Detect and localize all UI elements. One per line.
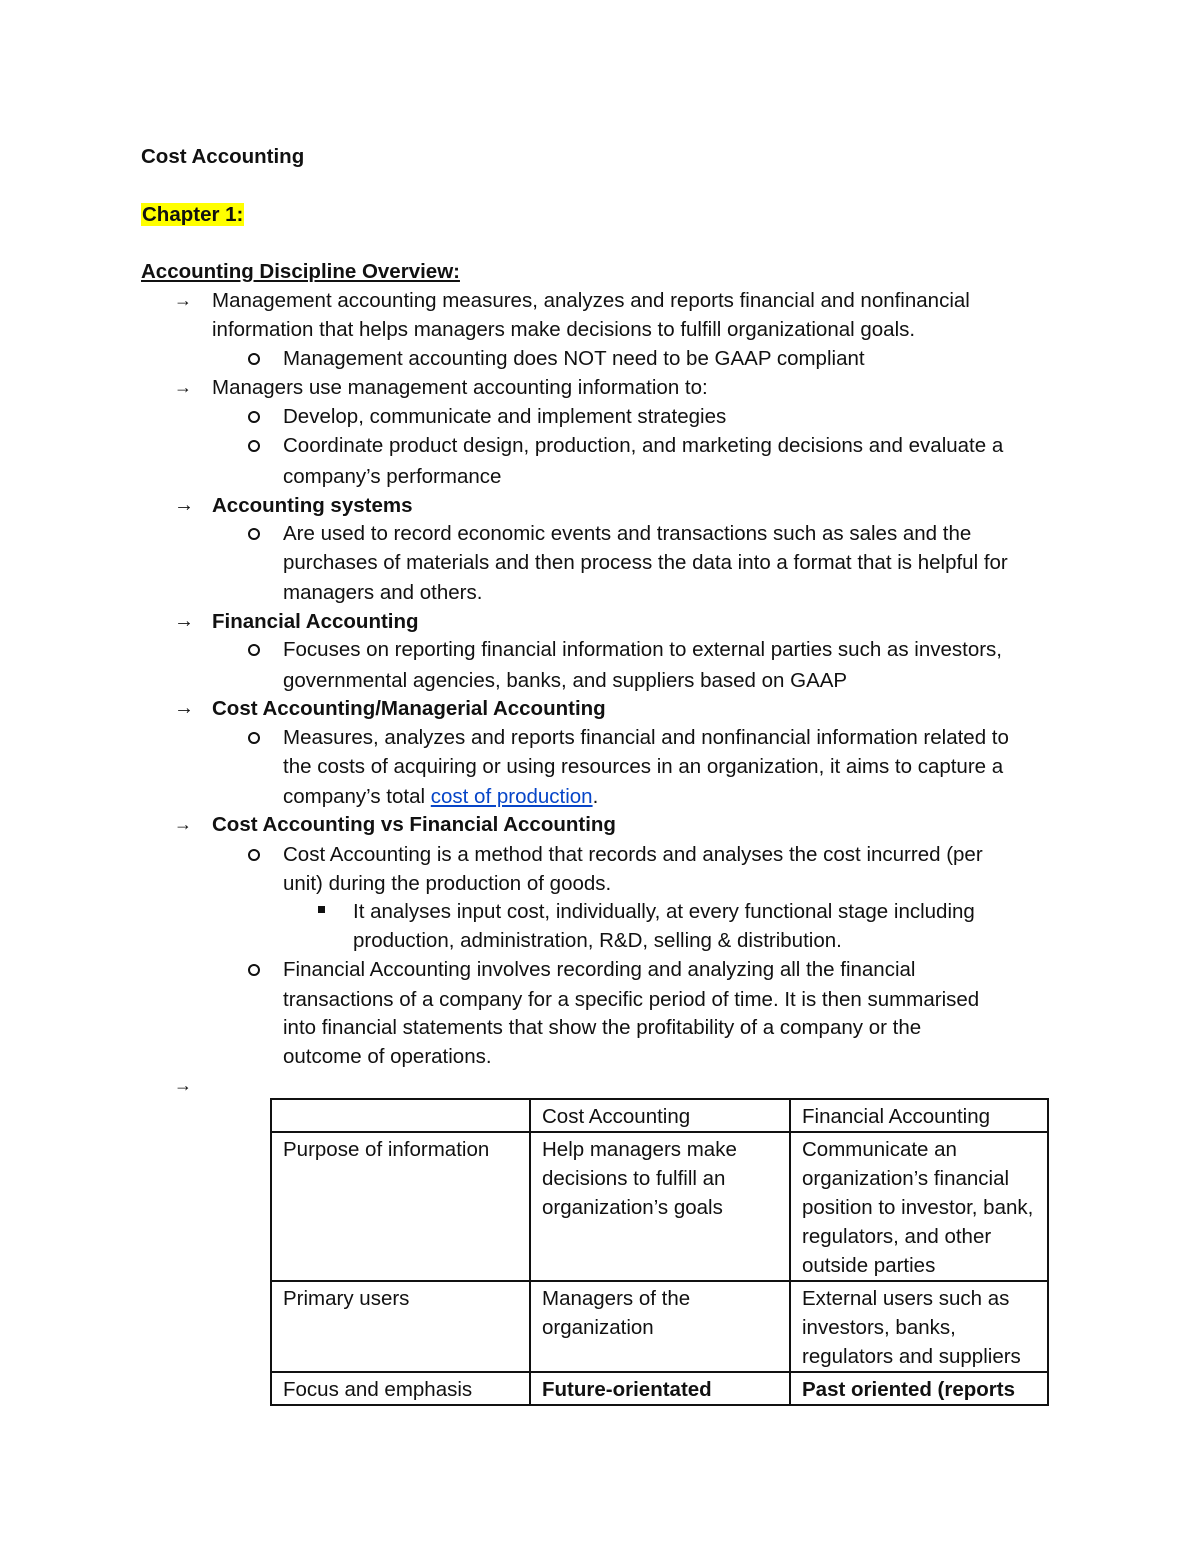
circle-bullet-icon <box>248 411 260 423</box>
line-systems-2: purchases of materials and then process the data into a format that is helpful for <box>283 551 1008 574</box>
line-cost-3-prefix: company’s total <box>283 785 431 808</box>
line-cost-1: Measures, analyzes and reports financial and nonfinancial information related to <box>283 726 1009 749</box>
section-heading: Accounting Discipline Overview: <box>141 260 460 283</box>
table-row <box>271 1132 1048 1281</box>
table-row-label: Purpose of information <box>271 1132 530 1281</box>
heading-financial-accounting: Financial Accounting <box>212 610 419 633</box>
line-cvf-4: production, administration, R&D, selling & distribution. <box>353 929 842 952</box>
line-coordinate-2: company’s performance <box>283 465 502 488</box>
line-cost-2: the costs of acquiring or using resources in an organization, it aims to capture a <box>283 755 1004 778</box>
cost-of-production-link[interactable]: cost of production <box>430 785 593 808</box>
arrow-bullet-icon: → <box>174 494 194 516</box>
table-cell: External users such as investors, banks, regulators and suppliers <box>790 1281 1048 1372</box>
table-cell: Help managers make decisions to fulfill an organization’s goals <box>530 1132 790 1281</box>
table-cell: Past oriented (reports <box>790 1372 1048 1405</box>
circle-bullet-icon <box>248 440 260 452</box>
table-cell: Communicate an organization’s financial position to investor, bank, regulators, and other outside parties <box>790 1132 1048 1281</box>
circle-bullet-icon <box>248 964 260 976</box>
comparison-table <box>270 1098 1049 1406</box>
arrow-bullet-icon: → <box>174 610 194 632</box>
line-financial-1: Focuses on reporting financial information to external parties such as investors, <box>283 638 1003 661</box>
circle-bullet-icon <box>248 732 260 744</box>
arrow-bullet-icon: → <box>174 814 192 834</box>
table-header-cell <box>271 1099 530 1132</box>
table-row <box>271 1281 1048 1372</box>
table-header-row <box>271 1099 1048 1132</box>
line-coordinate-1: Coordinate product design, production, and marketing decisions and evaluate a <box>283 434 1004 457</box>
line-cvf-7: into financial statements that show the profitability of a company or the <box>283 1016 922 1039</box>
line-cvf-6: transactions of a company for a specific period of time. It is then summarised <box>283 988 980 1011</box>
doc-title: Cost Accounting <box>141 145 305 168</box>
line-financial-2: governmental agencies, banks, and suppliers based on GAAP <box>283 669 848 692</box>
arrow-bullet-icon: → <box>174 290 192 310</box>
line-cvf-8: outcome of operations. <box>283 1045 492 1068</box>
table-row <box>271 1372 1048 1405</box>
line-cvf-2: unit) during the production of goods. <box>283 872 612 895</box>
line-mgmt-accounting-2: information that helps managers make decisions to fulfill organizational goals. <box>212 318 916 341</box>
circle-bullet-icon <box>248 353 260 365</box>
chapter-heading <box>141 200 244 229</box>
line-cost-3-suffix: . <box>592 785 599 808</box>
line-managers-use: Managers use management accounting information to: <box>212 376 708 399</box>
circle-bullet-icon <box>248 644 260 656</box>
table-header-cell: Financial Accounting <box>790 1099 1048 1132</box>
table-cell: Future-orientated <box>530 1372 790 1405</box>
circle-bullet-icon <box>248 849 260 861</box>
line-systems-3: managers and others. <box>283 581 483 604</box>
heading-cost-managerial: Cost Accounting/Managerial Accounting <box>212 697 606 720</box>
table-row-label: Focus and emphasis <box>271 1372 530 1405</box>
square-bullet-icon <box>318 906 325 913</box>
line-cvf-5: Financial Accounting involves recording and analyzing all the financial <box>283 958 916 981</box>
arrow-bullet-icon: → <box>174 1075 192 1095</box>
line-cvf-1: Cost Accounting is a method that records and analyses the cost incurred (per <box>283 843 983 866</box>
line-gaap-note: Management accounting does NOT need to be GAAP compliant <box>283 347 865 370</box>
arrow-bullet-icon: → <box>174 377 192 397</box>
chapter-highlight: Chapter 1: <box>142 203 244 226</box>
table-cell: Managers of the organization <box>530 1281 790 1372</box>
line-strategies: Develop, communicate and implement strategies <box>283 405 727 428</box>
line-mgmt-accounting-1: Management accounting measures, analyzes and reports financial and nonfinancial <box>212 289 970 312</box>
arrow-bullet-icon: → <box>174 697 194 719</box>
line-systems-1: Are used to record economic events and transactions such as sales and the <box>283 522 972 545</box>
line-cost-3 <box>283 782 598 811</box>
heading-accounting-systems: Accounting systems <box>212 494 413 517</box>
heading-cost-vs-financial: Cost Accounting vs Financial Accounting <box>212 813 616 836</box>
table-header-cell: Cost Accounting <box>530 1099 790 1132</box>
line-cvf-3: It analyses input cost, individually, at every functional stage including <box>353 900 975 923</box>
table-row-label: Primary users <box>271 1281 530 1372</box>
circle-bullet-icon <box>248 528 260 540</box>
